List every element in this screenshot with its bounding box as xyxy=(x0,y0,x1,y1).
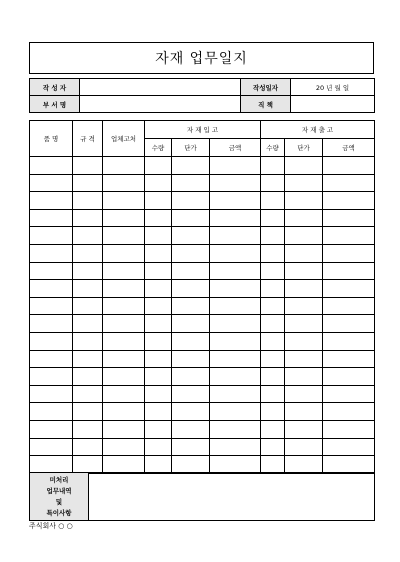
receiving-amount-cell[interactable] xyxy=(210,420,261,438)
shipping-amount-cell[interactable] xyxy=(323,403,375,421)
remark-table xyxy=(29,472,375,521)
receiving-price-cell[interactable] xyxy=(172,192,210,210)
table-row xyxy=(30,297,375,315)
table-row xyxy=(30,157,375,175)
shipping-header: 자 재 출 고 xyxy=(261,121,375,139)
spec-cell[interactable] xyxy=(73,227,103,245)
shipping-price-cell[interactable] xyxy=(285,192,323,210)
shipping-price-cell[interactable] xyxy=(285,385,323,403)
shipping-qty-cell[interactable] xyxy=(261,315,285,333)
shipping-amount-cell[interactable] xyxy=(323,192,375,210)
supplier-cell[interactable] xyxy=(103,456,145,474)
position-field[interactable] xyxy=(291,96,375,113)
writer-label: 작 성 자 xyxy=(30,79,80,96)
table-row xyxy=(30,438,375,456)
receiving-qty-cell[interactable] xyxy=(145,244,172,262)
spec-cell[interactable] xyxy=(73,315,103,333)
receiving-price-cell[interactable] xyxy=(172,280,210,298)
receiving-amount-cell[interactable] xyxy=(210,297,261,315)
shipping-price-cell[interactable] xyxy=(285,244,323,262)
supplier-cell[interactable] xyxy=(103,332,145,350)
shipping-amount-cell[interactable] xyxy=(323,297,375,315)
spec-cell[interactable] xyxy=(73,209,103,227)
table-row xyxy=(30,350,375,368)
supplier-cell[interactable] xyxy=(103,368,145,386)
receiving-amount-cell[interactable] xyxy=(210,174,261,192)
receiving-amount-cell[interactable] xyxy=(210,227,261,245)
spec-header: 규 격 xyxy=(73,121,103,157)
item-name-cell[interactable] xyxy=(30,174,73,192)
receiving-qty-cell[interactable] xyxy=(145,262,172,280)
spec-cell[interactable] xyxy=(73,456,103,474)
receiving-price-cell[interactable] xyxy=(172,403,210,421)
receiving-price-cell[interactable] xyxy=(172,262,210,280)
spec-cell[interactable] xyxy=(73,297,103,315)
spec-cell[interactable] xyxy=(73,420,103,438)
shipping-qty-cell[interactable] xyxy=(261,280,285,298)
supplier-cell[interactable] xyxy=(103,385,145,403)
shipping-price-cell[interactable] xyxy=(285,456,323,474)
supplier-header: 업체고처 xyxy=(103,121,145,157)
shipping-qty-cell[interactable] xyxy=(261,227,285,245)
item-name-cell[interactable] xyxy=(30,368,73,386)
receiving-price-cell[interactable] xyxy=(172,332,210,350)
date-label: 작성일자 xyxy=(241,79,291,96)
table-row xyxy=(30,174,375,192)
shipping-amount-cell[interactable] xyxy=(323,157,375,175)
receiving-qty-cell[interactable] xyxy=(145,227,172,245)
shipping-amount-cell[interactable] xyxy=(323,420,375,438)
shipping-qty-cell[interactable] xyxy=(261,244,285,262)
shipping-qty-cell[interactable] xyxy=(261,209,285,227)
item-name-cell[interactable] xyxy=(30,420,73,438)
receiving-qty-cell[interactable] xyxy=(145,456,172,474)
spec-cell[interactable] xyxy=(73,368,103,386)
company-footer: 주식회사 ○ ○ xyxy=(29,522,73,530)
remark-label-line: 미처리 xyxy=(49,475,69,484)
shipping-price-cell[interactable] xyxy=(285,350,323,368)
table-row xyxy=(30,227,375,245)
item-name-cell[interactable] xyxy=(30,157,73,175)
shipping-price-cell[interactable] xyxy=(285,297,323,315)
item-name-cell[interactable] xyxy=(30,456,73,474)
receiving-qty-cell[interactable] xyxy=(145,332,172,350)
shipping-qty-cell[interactable] xyxy=(261,297,285,315)
shipping-qty-cell[interactable] xyxy=(261,262,285,280)
receiving-amount-cell[interactable] xyxy=(210,244,261,262)
remark-label xyxy=(30,473,89,521)
item-name-cell[interactable] xyxy=(30,403,73,421)
document-title xyxy=(29,42,374,74)
shipping-price-header: 단가 xyxy=(285,139,323,157)
receiving-amount-cell[interactable] xyxy=(210,209,261,227)
shipping-qty-cell[interactable] xyxy=(261,350,285,368)
shipping-amount-cell[interactable] xyxy=(323,385,375,403)
receiving-qty-cell[interactable] xyxy=(145,280,172,298)
receiving-qty-cell[interactable] xyxy=(145,174,172,192)
item-name-cell[interactable] xyxy=(30,297,73,315)
shipping-price-cell[interactable] xyxy=(285,157,323,175)
item-name-cell[interactable] xyxy=(30,332,73,350)
receiving-amount-cell[interactable] xyxy=(210,438,261,456)
shipping-qty-cell[interactable] xyxy=(261,420,285,438)
supplier-cell[interactable] xyxy=(103,315,145,333)
shipping-amount-cell[interactable] xyxy=(323,438,375,456)
shipping-amount-cell[interactable] xyxy=(323,315,375,333)
receiving-amount-cell[interactable] xyxy=(210,403,261,421)
materials-table xyxy=(29,120,375,474)
shipping-qty-cell[interactable] xyxy=(261,174,285,192)
shipping-qty-cell[interactable] xyxy=(261,438,285,456)
info-table xyxy=(29,78,375,113)
shipping-amount-cell[interactable] xyxy=(323,209,375,227)
shipping-amount-cell[interactable] xyxy=(323,350,375,368)
spec-cell[interactable] xyxy=(73,403,103,421)
spec-cell[interactable] xyxy=(73,244,103,262)
remark-label-line: 업무내역 xyxy=(46,486,72,495)
table-row xyxy=(30,244,375,262)
shipping-qty-cell[interactable] xyxy=(261,157,285,175)
spec-cell[interactable] xyxy=(73,385,103,403)
table-row xyxy=(30,456,375,474)
receiving-qty-header: 수량 xyxy=(145,139,172,157)
table-row xyxy=(30,385,375,403)
supplier-cell[interactable] xyxy=(103,227,145,245)
supplier-cell[interactable] xyxy=(103,438,145,456)
supplier-cell[interactable] xyxy=(103,209,145,227)
receiving-qty-cell[interactable] xyxy=(145,368,172,386)
receiving-price-cell[interactable] xyxy=(172,350,210,368)
supplier-cell[interactable] xyxy=(103,192,145,210)
table-row xyxy=(30,368,375,386)
receiving-amount-cell[interactable] xyxy=(210,315,261,333)
receiving-price-cell[interactable] xyxy=(172,438,210,456)
receiving-amount-cell[interactable] xyxy=(210,192,261,210)
receiving-qty-cell[interactable] xyxy=(145,385,172,403)
supplier-cell[interactable] xyxy=(103,262,145,280)
spec-cell[interactable] xyxy=(73,192,103,210)
shipping-price-cell[interactable] xyxy=(285,438,323,456)
shipping-qty-cell[interactable] xyxy=(261,456,285,474)
receiving-price-cell[interactable] xyxy=(172,174,210,192)
receiving-amount-cell[interactable] xyxy=(210,157,261,175)
supplier-cell[interactable] xyxy=(103,244,145,262)
shipping-price-cell[interactable] xyxy=(285,332,323,350)
receiving-qty-cell[interactable] xyxy=(145,209,172,227)
receiving-price-cell[interactable] xyxy=(172,157,210,175)
shipping-qty-header: 수량 xyxy=(261,139,285,157)
supplier-cell[interactable] xyxy=(103,174,145,192)
receiving-price-cell[interactable] xyxy=(172,456,210,474)
receiving-amount-cell[interactable] xyxy=(210,280,261,298)
receiving-amount-cell[interactable] xyxy=(210,332,261,350)
item-name-cell[interactable] xyxy=(30,350,73,368)
spec-cell[interactable] xyxy=(73,332,103,350)
receiving-qty-cell[interactable] xyxy=(145,438,172,456)
receiving-qty-cell[interactable] xyxy=(145,297,172,315)
receiving-amount-cell[interactable] xyxy=(210,456,261,474)
receiving-header: 자 재 입 고 xyxy=(145,121,261,139)
receiving-price-cell[interactable] xyxy=(172,227,210,245)
item-name-cell[interactable] xyxy=(30,280,73,298)
item-name-cell[interactable] xyxy=(30,192,73,210)
table-row xyxy=(30,280,375,298)
receiving-price-cell[interactable] xyxy=(172,420,210,438)
shipping-amount-cell[interactable] xyxy=(323,262,375,280)
shipping-amount-cell[interactable] xyxy=(323,244,375,262)
shipping-price-cell[interactable] xyxy=(285,315,323,333)
table-row xyxy=(30,420,375,438)
spec-cell[interactable] xyxy=(73,174,103,192)
spec-cell[interactable] xyxy=(73,350,103,368)
item-name-cell[interactable] xyxy=(30,385,73,403)
shipping-qty-cell[interactable] xyxy=(261,403,285,421)
remark-label-line: 및 xyxy=(55,497,63,506)
receiving-qty-cell[interactable] xyxy=(145,420,172,438)
receiving-qty-cell[interactable] xyxy=(145,157,172,175)
receiving-amount-cell[interactable] xyxy=(210,262,261,280)
shipping-amount-cell[interactable] xyxy=(323,332,375,350)
shipping-price-cell[interactable] xyxy=(285,209,323,227)
spec-cell[interactable] xyxy=(73,262,103,280)
shipping-qty-cell[interactable] xyxy=(261,368,285,386)
position-label: 직 책 xyxy=(241,96,291,113)
shipping-amount-cell[interactable] xyxy=(323,280,375,298)
table-row xyxy=(30,403,375,421)
shipping-qty-cell[interactable] xyxy=(261,332,285,350)
receiving-price-cell[interactable] xyxy=(172,297,210,315)
item-name-cell[interactable] xyxy=(30,262,73,280)
receiving-qty-cell[interactable] xyxy=(145,403,172,421)
date-field[interactable]: 20 년 월 일 xyxy=(291,79,375,96)
dept-label: 부 서 명 xyxy=(30,96,80,113)
remark-field[interactable] xyxy=(89,473,375,521)
shipping-qty-cell[interactable] xyxy=(261,385,285,403)
shipping-amount-cell[interactable] xyxy=(323,227,375,245)
item-name-cell[interactable] xyxy=(30,244,73,262)
receiving-amount-cell[interactable] xyxy=(210,368,261,386)
shipping-qty-cell[interactable] xyxy=(261,192,285,210)
item-name-cell[interactable] xyxy=(30,315,73,333)
receiving-price-header: 단가 xyxy=(172,139,210,157)
receiving-amount-cell[interactable] xyxy=(210,385,261,403)
supplier-cell[interactable] xyxy=(103,403,145,421)
item-name-header: 품 명 xyxy=(30,121,73,157)
table-row xyxy=(30,192,375,210)
table-row xyxy=(30,209,375,227)
receiving-amount-header: 금액 xyxy=(210,139,261,157)
shipping-amount-cell[interactable] xyxy=(323,368,375,386)
shipping-price-cell[interactable] xyxy=(285,280,323,298)
remark-label-line: 특이사항 xyxy=(46,508,72,517)
receiving-qty-cell[interactable] xyxy=(145,315,172,333)
supplier-cell[interactable] xyxy=(103,157,145,175)
spec-cell[interactable] xyxy=(73,280,103,298)
item-name-cell[interactable] xyxy=(30,227,73,245)
supplier-cell[interactable] xyxy=(103,297,145,315)
writer-field[interactable] xyxy=(80,79,241,96)
dept-field[interactable] xyxy=(80,96,241,113)
table-row xyxy=(30,332,375,350)
receiving-qty-cell[interactable] xyxy=(145,192,172,210)
spec-cell[interactable] xyxy=(73,438,103,456)
shipping-price-cell[interactable] xyxy=(285,227,323,245)
shipping-amount-cell[interactable] xyxy=(323,174,375,192)
receiving-amount-cell[interactable] xyxy=(210,350,261,368)
item-name-cell[interactable] xyxy=(30,438,73,456)
receiving-price-cell[interactable] xyxy=(172,368,210,386)
spec-cell[interactable] xyxy=(73,157,103,175)
receiving-price-cell[interactable] xyxy=(172,209,210,227)
shipping-price-cell[interactable] xyxy=(285,262,323,280)
receiving-price-cell[interactable] xyxy=(172,244,210,262)
title-text: 자재 업무일지 xyxy=(155,51,248,67)
supplier-cell[interactable] xyxy=(103,350,145,368)
supplier-cell[interactable] xyxy=(103,420,145,438)
receiving-qty-cell[interactable] xyxy=(145,350,172,368)
shipping-price-cell[interactable] xyxy=(285,420,323,438)
shipping-price-cell[interactable] xyxy=(285,368,323,386)
shipping-price-cell[interactable] xyxy=(285,403,323,421)
table-row xyxy=(30,262,375,280)
supplier-cell[interactable] xyxy=(103,280,145,298)
table-row xyxy=(30,315,375,333)
receiving-price-cell[interactable] xyxy=(172,315,210,333)
shipping-price-cell[interactable] xyxy=(285,174,323,192)
item-name-cell[interactable] xyxy=(30,209,73,227)
receiving-price-cell[interactable] xyxy=(172,385,210,403)
shipping-amount-header: 금액 xyxy=(323,139,375,157)
shipping-amount-cell[interactable] xyxy=(323,456,375,474)
